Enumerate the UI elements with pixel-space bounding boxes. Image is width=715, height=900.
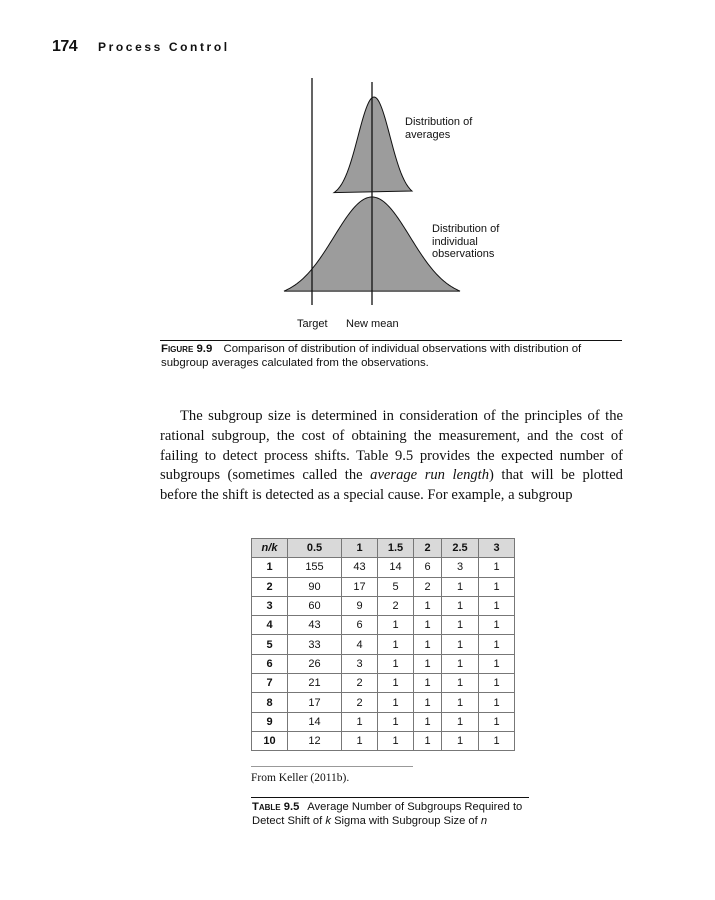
table-cell: 1 — [442, 654, 479, 673]
table-row-header: 1 — [252, 558, 288, 577]
table-cell: 1 — [442, 596, 479, 615]
figure-caption — [161, 342, 631, 370]
table-cell: 1 — [378, 712, 414, 731]
table-cell: 1 — [479, 558, 515, 577]
table-cell: 14 — [288, 712, 342, 731]
table-cell: 1 — [414, 616, 442, 635]
table-cell: 1 — [414, 712, 442, 731]
figure-caption-rule — [160, 340, 622, 341]
table-header-cell: 1.5 — [378, 539, 414, 558]
figure-caption-text: Comparison of distribution of individual observations with distribution of subgroup averages calculated from the observations. — [161, 343, 582, 369]
table-caption-rule — [251, 797, 529, 798]
table-caption-label: Table — [252, 801, 281, 813]
table-cell: 1 — [442, 731, 479, 750]
table-cell: 1 — [442, 674, 479, 693]
table-cell: 1 — [342, 712, 378, 731]
table-cell: 1 — [414, 654, 442, 673]
table-cell: 1 — [479, 616, 515, 635]
table-row — [252, 712, 515, 731]
table-header-row — [252, 539, 515, 558]
table-cell: 3 — [442, 558, 479, 577]
table-source: From Keller (2011b). — [251, 772, 350, 784]
figure-caption-number: 9.9 — [196, 343, 213, 355]
averages-label: Distribution of averages — [405, 116, 473, 141]
table-row-header: 10 — [252, 731, 288, 750]
table-header-cell: 3 — [479, 539, 515, 558]
table-cell: 155 — [288, 558, 342, 577]
table-row — [252, 693, 515, 712]
table-cell: 14 — [378, 558, 414, 577]
table-row-header: 7 — [252, 674, 288, 693]
body-paragraph: The subgroup size is determined in consideration of the principles of the rational subgroup, the cost of obtaining the measurement, and the cost of failing to detect process shifts. Table 9.5 provides the expected number of subgroups (sometimes called the average run length) that will be plotted before the shift is detected as a special cause. For example, a subgroup — [160, 408, 623, 504]
figure-caption-label: Figure — [161, 343, 194, 355]
table-row — [252, 654, 515, 673]
table-cell: 1 — [378, 616, 414, 635]
table-header-cell: 2 — [414, 539, 442, 558]
table-cell: 1 — [378, 654, 414, 673]
table-caption-number: 9.5 — [283, 801, 300, 813]
table-header-cell: n/k — [252, 539, 288, 558]
table-cell: 1 — [414, 596, 442, 615]
table-cell: 26 — [288, 654, 342, 673]
table-cell: 4 — [342, 635, 378, 654]
table-cell: 1 — [442, 635, 479, 654]
table-cell: 1 — [378, 731, 414, 750]
source-rule — [251, 766, 413, 767]
table-cell: 12 — [288, 731, 342, 750]
table-row-header: 4 — [252, 616, 288, 635]
table-cell: 1 — [378, 674, 414, 693]
table-cell: 33 — [288, 635, 342, 654]
table-row-header: 3 — [252, 596, 288, 615]
table-cell: 1 — [479, 654, 515, 673]
table-cell: 5 — [378, 577, 414, 596]
table-row — [252, 731, 515, 750]
target-label: Target — [297, 318, 328, 330]
table-cell: 2 — [342, 693, 378, 712]
table-cell: 1 — [479, 635, 515, 654]
averages-distribution-curve — [334, 97, 412, 193]
table-cell: 3 — [342, 654, 378, 673]
table-cell: 1 — [479, 731, 515, 750]
table-cell: 17 — [288, 693, 342, 712]
table-row — [252, 558, 515, 577]
individual-label: Distribution of individual observations — [432, 223, 500, 260]
table-row-header: 8 — [252, 693, 288, 712]
table-cell: 1 — [479, 577, 515, 596]
table-row — [252, 635, 515, 654]
table-cell: 90 — [288, 577, 342, 596]
table-cell: 1 — [442, 577, 479, 596]
table-cell: 1 — [414, 674, 442, 693]
table-cell: 21 — [288, 674, 342, 693]
table-row-header: 2 — [252, 577, 288, 596]
table-cell: 43 — [288, 616, 342, 635]
table-row-header: 6 — [252, 654, 288, 673]
table-cell: 1 — [378, 693, 414, 712]
table-cell: 1 — [479, 674, 515, 693]
table-cell: 9 — [342, 596, 378, 615]
table-cell: 60 — [288, 596, 342, 615]
run-length-table — [251, 538, 515, 751]
table-cell: 43 — [342, 558, 378, 577]
table-row — [252, 577, 515, 596]
table-row-header: 5 — [252, 635, 288, 654]
table-cell: 1 — [378, 635, 414, 654]
distribution-figure — [0, 0, 715, 340]
running-title: Process Control — [98, 40, 230, 54]
table-cell: 1 — [442, 616, 479, 635]
table-cell: 1 — [479, 712, 515, 731]
table-cell: 6 — [342, 616, 378, 635]
page-number: 174 — [52, 38, 78, 55]
table-cell: 6 — [414, 558, 442, 577]
table-cell: 2 — [378, 596, 414, 615]
table-row — [252, 616, 515, 635]
table-cell: 1 — [442, 693, 479, 712]
table-header-cell: 1 — [342, 539, 378, 558]
table-row-header: 9 — [252, 712, 288, 731]
table-cell: 2 — [342, 674, 378, 693]
table-cell: 1 — [342, 731, 378, 750]
table-header-cell: 0.5 — [288, 539, 342, 558]
table-row — [252, 596, 515, 615]
table-cell: 1 — [414, 635, 442, 654]
table-cell: 1 — [414, 731, 442, 750]
table-cell: 17 — [342, 577, 378, 596]
table-cell: 1 — [479, 596, 515, 615]
table-cell: 1 — [442, 712, 479, 731]
table-row — [252, 674, 515, 693]
table-cell: 2 — [414, 577, 442, 596]
table-header-cell: 2.5 — [442, 539, 479, 558]
new-mean-label: New mean — [346, 318, 399, 330]
table-cell: 1 — [414, 693, 442, 712]
table-caption: Table 9.5 Average Number of Subgroups Required to Detect Shift of k Sigma with Subgroup Size of n — [252, 801, 523, 827]
table-cell: 1 — [479, 693, 515, 712]
